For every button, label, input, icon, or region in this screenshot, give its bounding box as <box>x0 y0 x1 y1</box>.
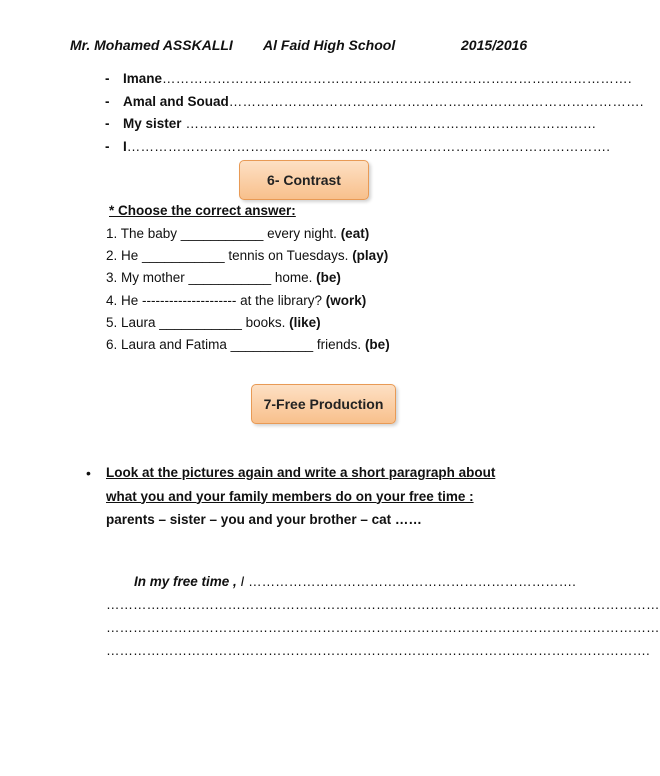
list-item <box>105 68 632 91</box>
exercise-sentence: 2. He ___________ tennis on Tuesdays. <box>106 248 353 264</box>
verb-hint: (play) <box>352 248 389 264</box>
exercise-item <box>106 267 390 289</box>
exercise-item <box>106 334 390 356</box>
exercise-sentence: 6. Laura and Fatima ___________ friends. <box>106 336 365 352</box>
dash-marker: - <box>105 71 110 86</box>
subject-label: My sister <box>123 116 182 131</box>
dash-marker: - <box>105 116 110 131</box>
school-year: 2015/2016 <box>461 37 528 53</box>
exercise-item <box>106 245 390 267</box>
teacher-name: Mr. Mohamed ASSKALLI <box>70 37 233 53</box>
bullet-marker: • <box>86 465 91 481</box>
subject-label: Imane <box>123 71 163 86</box>
writing-lead-text: In my free time , <box>134 574 241 589</box>
verb-hint: (be) <box>364 336 390 352</box>
answer-blank: ……………………………………………………………………………………………. <box>126 138 611 154</box>
dash-marker: - <box>105 138 110 154</box>
writing-lead-dots: ………………………………………………………………. <box>244 574 576 589</box>
exercise-item <box>106 223 390 245</box>
list-item <box>105 91 644 114</box>
page-header <box>0 37 600 55</box>
verb-hint: (like) <box>289 314 321 330</box>
prompt-line-3: parents – sister – you and your brother – cat …… <box>106 512 422 527</box>
writing-line: …………………………………………………………………………………………………………… <box>106 597 660 612</box>
writing-line: …………………………………………………………………………………………………………… <box>106 620 660 635</box>
section-6-instruction: * Choose the correct answer: <box>109 203 296 218</box>
exercise-item <box>106 290 390 312</box>
list-item <box>105 113 597 136</box>
section-6-title: 6- Contrast <box>239 160 369 200</box>
writing-lead-pronoun: I <box>240 574 245 589</box>
school-name: Al Faid High School <box>263 37 396 53</box>
verb-hint: (eat) <box>340 226 370 241</box>
section-7-title: 7-Free Production <box>251 384 396 424</box>
answer-blank: …………………………………………………………………………………………. <box>162 71 632 86</box>
exercise-sentence: 3. My mother ___________ home. <box>106 270 317 286</box>
writing-line: …………………………………………………………………………………………………………. <box>106 643 650 658</box>
verb-hint: (be) <box>316 270 341 286</box>
prompt-line-1: Look at the pictures again and write a short paragraph about <box>106 465 496 480</box>
subject-label: Amal and Souad <box>123 93 229 109</box>
prompt-text <box>106 461 526 532</box>
exercise-sentence: 4. He --------------------- at the library? <box>106 292 326 308</box>
subject-label: I <box>123 138 127 154</box>
prompt-line-2: what you and your family members do on your free time : <box>106 488 474 504</box>
contrast-exercise-list <box>106 223 390 356</box>
exercise-item <box>106 312 390 334</box>
dash-marker: - <box>105 93 110 109</box>
answer-blank: ……………………………………………………………………………… <box>181 116 597 131</box>
verb-hint: (work) <box>325 292 367 308</box>
list-item <box>105 136 611 159</box>
exercise-sentence: 1. The baby ___________ every night. <box>106 226 341 241</box>
writing-lead <box>134 574 576 589</box>
exercise-sentence: 5. Laura ___________ books. <box>106 314 290 330</box>
continued-exercise-list <box>105 68 644 158</box>
answer-blank: ………………………………………………………………………………. <box>228 93 644 109</box>
